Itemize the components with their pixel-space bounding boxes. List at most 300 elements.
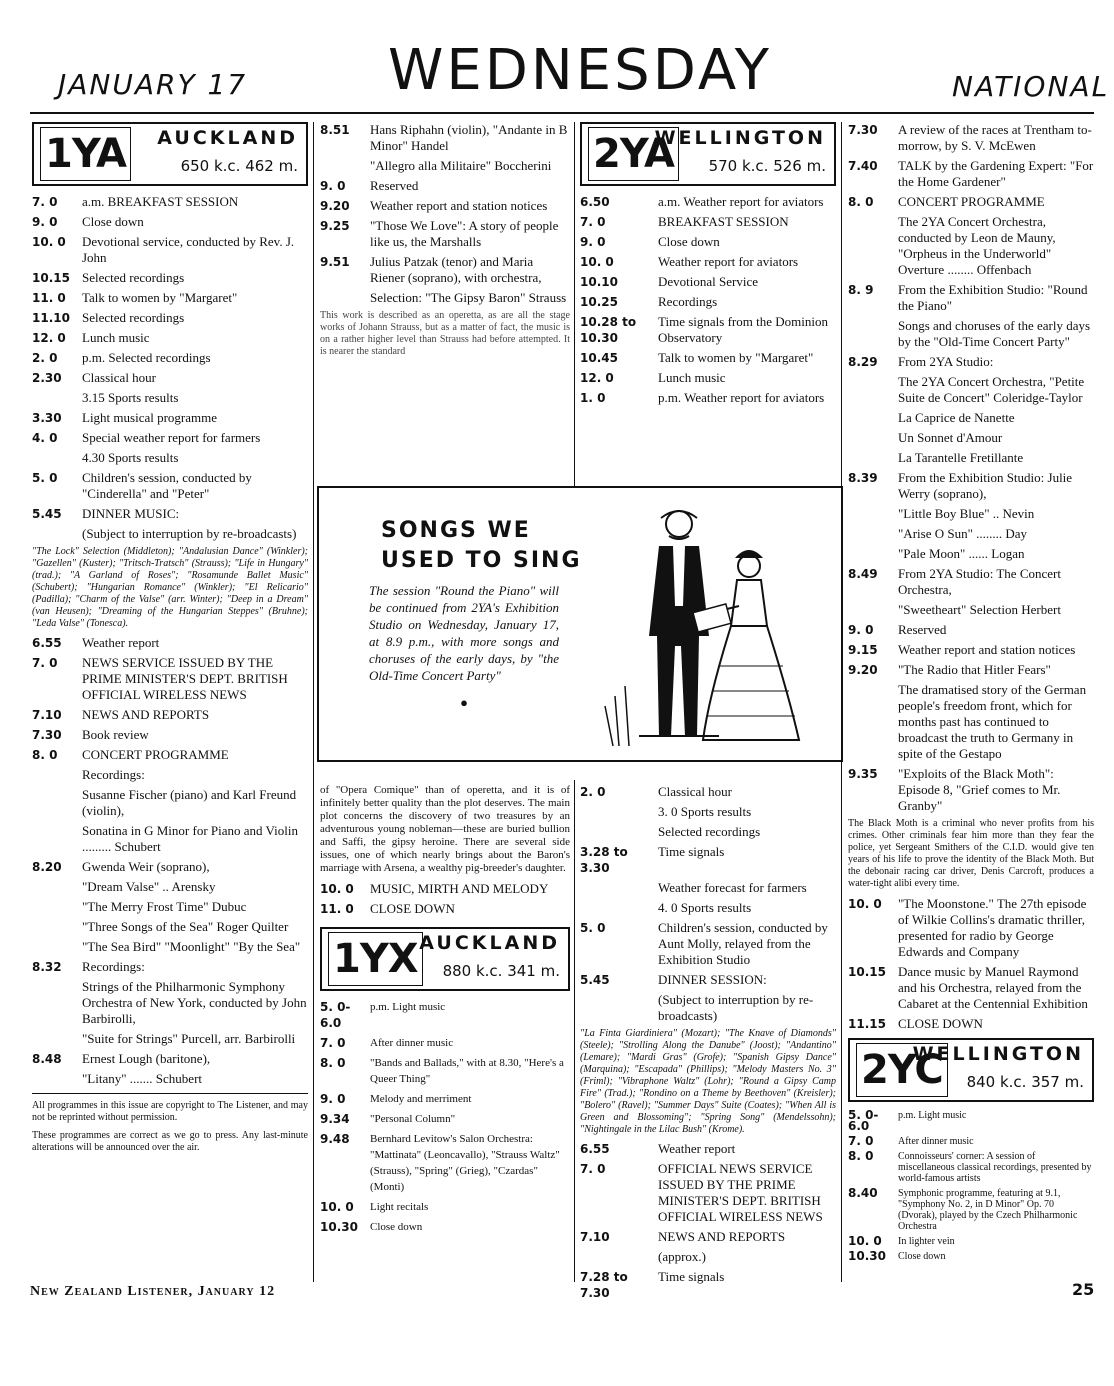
schedule-time xyxy=(580,992,658,1024)
gipsy-baron-note: This work is described as an operetta, as are all the stage works of Johann Strauss, but as a matter of fact, the music is on a rather higher level than Strauss had before attempted. It is nearer the standard xyxy=(320,310,570,357)
schedule-entry xyxy=(32,270,308,286)
schedule-time: 8. 0 xyxy=(320,1056,346,1070)
schedule-time: 9. 0 xyxy=(320,179,346,193)
schedule-description: The 2YA Concert Orchestra, "Petite Suite de Concert" Coleridge-Taylor xyxy=(898,374,1085,405)
schedule-description: Light musical programme xyxy=(82,410,218,425)
schedule-time xyxy=(580,880,658,896)
schedule-description: After dinner music xyxy=(898,1136,974,1147)
header-rule xyxy=(30,112,1094,114)
schedule-entry xyxy=(32,859,308,875)
schedule-description: Classical hour xyxy=(82,370,157,385)
schedule-entry xyxy=(32,234,308,266)
schedule-description: 3. 0 Sports results xyxy=(658,804,752,819)
schedule-description: Recordings: xyxy=(82,767,145,782)
schedule-description: Talk to women by "Margaret" xyxy=(658,350,814,365)
schedule-entry xyxy=(320,1219,570,1235)
schedule-entry xyxy=(848,282,1094,314)
schedule-entry xyxy=(580,1269,836,1301)
schedule-description: Songs and choruses of the early days by the "Old-Time Concert Party" xyxy=(898,318,1091,349)
schedule-time xyxy=(320,158,370,174)
column-divider xyxy=(574,780,575,1282)
schedule-time: 8.51 xyxy=(320,123,350,137)
schedule-entry xyxy=(320,1055,570,1087)
schedule-time: 7.10 xyxy=(580,1230,610,1244)
column-1yx-auckland xyxy=(32,122,308,1160)
schedule-time: 9. 0 xyxy=(32,215,58,229)
schedule-entry xyxy=(580,972,836,988)
schedule-description: "Sweetheart" Selection Herbert xyxy=(898,602,1061,617)
schedule-description: "Little Boy Blue" .. Nevin xyxy=(898,506,1035,521)
schedule-entry xyxy=(32,655,308,703)
gipsy-baron-note-continued: of "Opera Comique" than of operetta, and it is of infinitely better quality than the plot deserves. The main plot concerns the discovery of two treasures by an adventurous young nobleman—these are buried bullion and Saffi, the gipsy heroine. There are several side issues, one of which nearly brings about the Baron's marriage with Arsena, a wealthy pig-breeder's daughter. xyxy=(320,784,570,874)
schedule-entry xyxy=(848,1151,1094,1184)
schedule-entry xyxy=(320,122,570,154)
schedule-time xyxy=(32,390,82,406)
schedule-time: 11.15 xyxy=(848,1017,886,1031)
schedule-entry xyxy=(580,1141,836,1157)
schedule-description: Recordings: xyxy=(82,959,145,974)
schedule-entry xyxy=(32,1031,308,1047)
schedule-time xyxy=(32,450,82,466)
schedule-time: 9.20 xyxy=(320,199,350,213)
schedule-description: Book review xyxy=(82,727,149,742)
schedule-description: Selected recordings xyxy=(82,310,185,325)
schedule-time xyxy=(32,1031,82,1047)
schedule-description: Children's session, conducted by "Cinderella" and "Peter" xyxy=(82,470,252,501)
schedule-time xyxy=(32,979,82,1027)
schedule-description: Hans Riphahn (violin), "Andante in B Minor" Handel xyxy=(370,122,568,153)
station-header-2yc xyxy=(848,1038,1094,1102)
press-note: These programmes are correct as we go to press. Any last-minute alterations will be announced over the air. xyxy=(32,1130,308,1153)
schedule-description: Selection: "The Gipsy Baron" Strauss xyxy=(370,290,567,305)
schedule-time: 10.15 xyxy=(848,965,886,979)
schedule-entry xyxy=(320,1111,570,1127)
schedule-entry xyxy=(580,880,836,896)
schedule-entry xyxy=(32,823,308,855)
schedule-time: 10.25 xyxy=(580,295,618,309)
feature-body xyxy=(369,582,559,711)
schedule-entry xyxy=(32,919,308,935)
schedule-description: Reserved xyxy=(370,178,419,193)
schedule-time: 9.51 xyxy=(320,255,350,269)
schedule-entry xyxy=(848,1110,1094,1132)
schedule-time: 9.25 xyxy=(320,219,350,233)
schedule-time xyxy=(32,899,82,915)
schedule-time: 8.40 xyxy=(848,1186,878,1200)
schedule-entry xyxy=(848,450,1094,466)
schedule-time: 7. 0 xyxy=(580,215,606,229)
schedule-description: a.m. Weather report for aviators xyxy=(658,194,824,209)
schedule-description: A review of the races at Trentham to-morrow, by S. V. McEwen xyxy=(898,122,1092,153)
schedule-description: "Pale Moon" ...... Logan xyxy=(898,546,1025,561)
schedule-time: 7. 0 xyxy=(320,1036,346,1050)
schedule-description: Lunch music xyxy=(658,370,726,385)
schedule-list xyxy=(848,122,1094,814)
schedule-time: 2. 0 xyxy=(580,785,606,799)
station-header-1yx xyxy=(320,927,570,991)
schedule-entry xyxy=(32,290,308,306)
schedule-description: "Suite for Strings" Purcell, arr. Barbirolli xyxy=(82,1031,296,1046)
station-header-2ya xyxy=(580,122,836,186)
schedule-description: Talk to women by "Margaret" xyxy=(82,290,238,305)
schedule-time xyxy=(848,682,898,762)
schedule-time: 10.15 xyxy=(32,271,70,285)
schedule-list xyxy=(848,1110,1094,1262)
schedule-entry xyxy=(580,900,836,916)
schedule-entry xyxy=(580,370,836,386)
schedule-time: 5.45 xyxy=(580,973,610,987)
schedule-description: Classical hour xyxy=(658,784,733,799)
schedule-list xyxy=(848,896,1094,1032)
header-day: WEDNESDAY xyxy=(388,38,772,103)
schedule-time xyxy=(580,824,658,840)
schedule-entry xyxy=(32,767,308,783)
dinner-session-list: "La Finta Giardiniera" (Mozart); "The Knave of Diamonds" (Steele); "Strolling Along the Danube" (Joost); "Andantino" (Lemare); "Mardi Gras" (Grofe); "Spanish Gipsy Dance" (Marquina); "Escapada" (Phillips); "Melody Masters No. 3" (Friml); "Vibraphone Waltz" (Lohr); "Round a Gipsy Camp Fire" (Trad.); "Rondino on a Theme by Beethoven" (Kreisler); "Bolero" (Ravel); "Summer Days" Suite (Coates); "When All is Green and Blossoming"; "Spring Song" (Mendelssohn); "Nightingale in the Lilac Bush" (Krome). xyxy=(580,1028,836,1135)
schedule-description: From the Exhibition Studio: "Round the Piano" xyxy=(898,282,1088,313)
schedule-entry xyxy=(848,1188,1094,1232)
schedule-description: Weather report and station notices xyxy=(370,198,548,213)
schedule-description: Selected recordings xyxy=(658,824,761,839)
schedule-time: 6.50 xyxy=(580,195,610,209)
schedule-time: 9.48 xyxy=(320,1132,350,1146)
schedule-entry xyxy=(32,390,308,406)
copyright-note: All programmes in this issue are copyright to The Listener, and may not be reprinted without permission. xyxy=(32,1100,308,1123)
schedule-description: Close down xyxy=(82,214,144,229)
column-2-top xyxy=(320,122,570,363)
station-frequency: 840 k.c. 357 m. xyxy=(966,1073,1084,1091)
schedule-time xyxy=(580,1249,658,1265)
schedule-time: 9.34 xyxy=(320,1112,350,1126)
schedule-time: 10.28 to 10.30 xyxy=(580,315,637,345)
schedule-description: "Bands and Ballads," with at 8.30, "Here's a Queer Thing" xyxy=(370,1057,564,1085)
schedule-description: NEWS AND REPORTS xyxy=(82,707,210,722)
schedule-time: 10. 0 xyxy=(320,882,354,896)
footer-publication: New Zealand Listener, January 12 xyxy=(30,1284,276,1299)
schedule-description: "The Radio that Hitler Fears" xyxy=(898,662,1051,677)
schedule-time xyxy=(32,823,82,855)
schedule-time: 7.10 xyxy=(32,708,62,722)
schedule-time: 1. 0 xyxy=(580,391,606,405)
schedule-time xyxy=(580,804,658,820)
schedule-description: Close down xyxy=(898,1251,946,1262)
schedule-time: 10. 0 xyxy=(580,255,614,269)
schedule-time: 7. 0 xyxy=(848,1134,874,1148)
schedule-entry xyxy=(848,566,1094,598)
schedule-time: 11. 0 xyxy=(320,902,354,916)
schedule-entry xyxy=(848,410,1094,426)
schedule-description: "Three Songs of the Sea" Roger Quilter xyxy=(82,919,289,934)
schedule-time: 10. 0 xyxy=(320,1200,354,1214)
schedule-list xyxy=(580,784,836,1024)
schedule-time: 8.39 xyxy=(848,471,878,485)
schedule-description: Recordings xyxy=(658,294,718,309)
feature-songs-we-used-to-sing xyxy=(317,486,843,762)
schedule-time xyxy=(848,526,898,542)
station-city: AUCKLAND xyxy=(157,127,298,149)
schedule-description: "Arise O Sun" ........ Day xyxy=(898,526,1028,541)
schedule-entry xyxy=(32,707,308,723)
schedule-entry xyxy=(320,1131,570,1195)
station-call-sign: 2YC xyxy=(856,1043,948,1097)
schedule-description: p.m. Selected recordings xyxy=(82,350,211,365)
schedule-description: From the Exhibition Studio: Julie Werry (soprano), xyxy=(898,470,1073,501)
schedule-time xyxy=(848,506,898,522)
schedule-time xyxy=(848,374,898,406)
feature-title-line-2: USED TO SING xyxy=(381,548,582,573)
schedule-list xyxy=(580,1141,836,1301)
column-divider xyxy=(574,122,575,486)
schedule-description: p.m. Weather report for aviators xyxy=(658,390,825,405)
schedule-entry xyxy=(848,430,1094,446)
schedule-time: 7. 0 xyxy=(580,1162,606,1176)
schedule-list xyxy=(320,999,570,1235)
schedule-time: 5. 0 xyxy=(580,921,606,935)
schedule-entry xyxy=(580,1229,836,1245)
schedule-entry xyxy=(320,178,570,194)
schedule-entry xyxy=(848,682,1094,762)
schedule-entry xyxy=(848,1136,1094,1147)
schedule-time xyxy=(32,526,82,542)
schedule-time: 6.55 xyxy=(32,636,62,650)
schedule-time: 9.15 xyxy=(848,643,878,657)
schedule-entry xyxy=(848,470,1094,502)
schedule-entry xyxy=(848,354,1094,370)
dinner-music-list: "The Lock" Selection (Middleton); "Andalusian Dance" (Winkler); "Gazellen" (Kuster); "Tritsch-Tratsch" (Strauss); "Life in Hungary" (trad.); "A Garland of Roses"; "Rosamunde Ballet Music" (Schubert); "Hungarian Romance" (Winkler); "El Relicario" (Padilla); "Charm of the Valse" (arr. Winter); "Deep in a Dream" (van Heusen); "Dreaming of the Hungarian Steppes" (Bruhne); "Leda Valse" (Tonesca). xyxy=(32,546,308,629)
schedule-description: 3.15 Sports results xyxy=(82,390,179,405)
schedule-time: 5. 0-6.0 xyxy=(848,1108,879,1133)
schedule-time: 10.10 xyxy=(580,275,618,289)
header-date: JANUARY 17 xyxy=(58,68,248,101)
feature-body-text: The session "Round the Piano" will be continued from 2YA's Exhibition Studio on Wednesday, January 17, at 8.9 p.m., with more songs and choruses of the early days, by "the Old-Time Concert Party" xyxy=(369,583,559,683)
schedule-time: 3.28 to 3.30 xyxy=(580,845,628,875)
schedule-time: 10.45 xyxy=(580,351,618,365)
schedule-description: Melody and merriment xyxy=(370,1093,472,1105)
column-3-bottom xyxy=(580,784,836,1305)
schedule-description: a.m. BREAKFAST SESSION xyxy=(82,194,239,209)
schedule-description: Connoisseurs' corner: A session of miscellaneous classical recordings, presented by world-famous artists xyxy=(898,1151,1092,1184)
schedule-entry xyxy=(32,787,308,819)
station-frequency: 650 k.c. 462 m. xyxy=(180,157,298,175)
schedule-entry xyxy=(32,959,308,975)
schedule-entry xyxy=(848,158,1094,190)
schedule-description: Time signals xyxy=(658,1269,725,1284)
schedule-description: TALK by the Gardening Expert: "For the Home Gardener" xyxy=(898,158,1094,189)
schedule-time: 7.30 xyxy=(32,728,62,742)
schedule-description: The dramatised story of the German people's freedom front, which for months past has continued to broadcast the truth to Germany in spite of the Gestapo xyxy=(898,682,1087,761)
schedule-entry xyxy=(32,939,308,955)
schedule-time xyxy=(32,787,82,819)
schedule-entry xyxy=(580,1161,836,1225)
schedule-description: (Subject to interruption by re-broadcasts) xyxy=(658,992,814,1023)
station-city: AUCKLAND xyxy=(419,932,560,954)
schedule-entry xyxy=(580,274,836,290)
schedule-entry xyxy=(32,979,308,1027)
station-city: WELLINGTON xyxy=(912,1043,1084,1065)
schedule-description: "The Merry Frost Time" Dubuc xyxy=(82,899,247,914)
schedule-entry xyxy=(848,214,1094,278)
schedule-time: 9. 0 xyxy=(848,623,874,637)
schedule-entry xyxy=(320,290,570,306)
schedule-description: "Litany" ....... Schubert xyxy=(82,1071,203,1086)
schedule-description: Weather report for aviators xyxy=(658,254,799,269)
schedule-description: Bernhard Levitow's Salon Orchestra: "Mattinata" (Leoncavallo), "Strauss Waltz" (Strauss), "Spring" (Grieg), "Czardas" (Monti) xyxy=(370,1133,560,1193)
schedule-time: 4. 0 xyxy=(32,431,58,445)
schedule-entry xyxy=(32,370,308,386)
schedule-entry xyxy=(320,1035,570,1051)
schedule-description: Close down xyxy=(370,1221,423,1233)
schedule-time: 10. 0 xyxy=(848,1234,882,1248)
schedule-list xyxy=(32,635,308,1087)
schedule-time: 8.48 xyxy=(32,1052,62,1066)
schedule-entry xyxy=(580,784,836,800)
schedule-description: Julius Patzak (tenor) and Maria Riener (soprano), with orchestra, xyxy=(370,254,542,285)
schedule-entry xyxy=(320,198,570,214)
schedule-description: Selected recordings xyxy=(82,270,185,285)
schedule-time: 6.55 xyxy=(580,1142,610,1156)
schedule-entry xyxy=(580,314,836,346)
schedule-entry xyxy=(320,254,570,286)
schedule-description: (approx.) xyxy=(658,1249,707,1264)
schedule-entry xyxy=(848,662,1094,678)
schedule-entry xyxy=(580,214,836,230)
schedule-description: Weather report xyxy=(82,635,160,650)
schedule-time xyxy=(848,318,898,350)
schedule-time: 7.40 xyxy=(848,159,878,173)
schedule-description: From 2YA Studio: xyxy=(898,354,994,369)
schedule-entry xyxy=(32,879,308,895)
schedule-time: 8. 0 xyxy=(32,748,58,762)
schedule-entry xyxy=(32,330,308,346)
schedule-description: Gwenda Weir (soprano), xyxy=(82,859,210,874)
schedule-entry xyxy=(32,430,308,446)
schedule-time: 10. 0 xyxy=(848,897,882,911)
schedule-entry xyxy=(580,804,836,820)
schedule-entry xyxy=(848,1251,1094,1262)
schedule-entry xyxy=(320,218,570,250)
schedule-entry xyxy=(580,294,836,310)
schedule-description: Strings of the Philharmonic Symphony Orchestra of New York, conducted by John Barbirolli, xyxy=(82,979,307,1026)
schedule-description: La Caprice de Nanette xyxy=(898,410,1015,425)
schedule-time: 10. 0 xyxy=(32,235,66,249)
schedule-description: 4.30 Sports results xyxy=(82,450,179,465)
schedule-description: Lunch music xyxy=(82,330,150,345)
schedule-entry xyxy=(848,622,1094,638)
schedule-entry xyxy=(580,254,836,270)
schedule-description: Weather forecast for farmers xyxy=(658,880,807,895)
schedule-description: DINNER MUSIC: xyxy=(82,506,180,521)
schedule-description: Devotional Service xyxy=(658,274,758,289)
schedule-time xyxy=(32,939,82,955)
schedule-entry xyxy=(32,899,308,915)
schedule-time: 12. 0 xyxy=(32,331,66,345)
schedule-entry xyxy=(32,310,308,326)
schedule-description: Time signals from the Dominion Observatory xyxy=(658,314,828,345)
schedule-description: Susanne Fischer (piano) and Karl Freund (violin), xyxy=(82,787,297,818)
schedule-entry xyxy=(320,901,570,917)
schedule-entry xyxy=(848,964,1094,1012)
station-call-sign: 1YA xyxy=(40,127,131,181)
schedule-entry xyxy=(580,390,836,406)
schedule-entry xyxy=(580,824,836,840)
station-city: WELLINGTON xyxy=(654,127,826,149)
schedule-time: 5. 0 xyxy=(32,471,58,485)
schedule-time: 11. 0 xyxy=(32,291,66,305)
schedule-time: 10.30 xyxy=(848,1249,886,1263)
schedule-time xyxy=(848,602,898,618)
victorian-couple-illustration xyxy=(599,496,829,752)
schedule-description: OFFICIAL NEWS SERVICE ISSUED BY THE PRIME MINISTER'S DEPT. BRITISH OFFICIAL WIRELESS NEWS xyxy=(658,1161,823,1224)
schedule-description: Un Sonnet d'Amour xyxy=(898,430,1003,445)
schedule-description: Weather report xyxy=(658,1141,736,1156)
schedule-description: "Dream Valse" .. Arensky xyxy=(82,879,216,894)
schedule-description: "Those We Love": A story of people like us, the Marshalls xyxy=(370,218,559,249)
schedule-entry xyxy=(848,194,1094,210)
schedule-entry xyxy=(848,766,1094,814)
schedule-entry xyxy=(580,194,836,210)
schedule-description: CLOSE DOWN xyxy=(370,901,455,916)
schedule-time: 12. 0 xyxy=(580,371,614,385)
schedule-entry xyxy=(32,727,308,743)
schedule-time: 8.20 xyxy=(32,860,62,874)
schedule-description: 4. 0 Sports results xyxy=(658,900,752,915)
schedule-time xyxy=(32,919,82,935)
schedule-description: "The Sea Bird" "Moonlight" "By the Sea" xyxy=(82,939,301,954)
schedule-description: DINNER SESSION: xyxy=(658,972,767,987)
schedule-description: After dinner music xyxy=(370,1037,454,1049)
schedule-time xyxy=(848,430,898,446)
schedule-time xyxy=(32,879,82,895)
schedule-time: 8. 0 xyxy=(848,1149,874,1163)
schedule-description: BREAKFAST SESSION xyxy=(658,214,789,229)
schedule-entry xyxy=(848,602,1094,618)
bullet-icon: ● xyxy=(460,695,468,710)
schedule-entry xyxy=(32,1071,308,1087)
schedule-time: 9.20 xyxy=(848,663,878,677)
schedule-entry xyxy=(848,374,1094,406)
schedule-description: Reserved xyxy=(898,622,947,637)
schedule-time: 5.45 xyxy=(32,507,62,521)
station-call-sign: 2YA xyxy=(588,127,679,181)
page-number: 25 xyxy=(1072,1280,1095,1299)
schedule-time: 2. 0 xyxy=(32,351,58,365)
schedule-entry xyxy=(320,158,570,174)
schedule-description: La Tarantelle Fretillante xyxy=(898,450,1024,465)
schedule-time: 3.30 xyxy=(32,411,62,425)
schedule-entry xyxy=(580,844,836,876)
schedule-description: "The Moonstone." The 27th episode of Wilkie Collins's dramatic thriller, presented for radio by George Edwards and Company xyxy=(898,896,1087,959)
column-2ya-wellington xyxy=(580,122,836,410)
schedule-description: p.m. Light music xyxy=(370,1001,446,1013)
schedule-description: "Personal Column" xyxy=(370,1113,456,1125)
schedule-time xyxy=(848,214,898,278)
schedule-description: The 2YA Concert Orchestra, conducted by Leon de Mauny, "Orpheus in the Underworld" Overture ........ Offenbach xyxy=(898,214,1056,277)
schedule-entry xyxy=(32,747,308,763)
schedule-list xyxy=(580,194,836,406)
schedule-list xyxy=(320,881,570,917)
schedule-time xyxy=(32,1071,82,1087)
schedule-entry xyxy=(848,642,1094,658)
schedule-time: 11.10 xyxy=(32,311,70,325)
column-4 xyxy=(848,122,1094,1266)
schedule-time: 5. 0-6.0 xyxy=(320,1000,351,1030)
column-2-bottom xyxy=(320,784,570,1239)
schedule-entry xyxy=(848,546,1094,562)
schedule-description: From 2YA Studio: The Concert Orchestra, xyxy=(898,566,1061,597)
schedule-description: CONCERT PROGRAMME xyxy=(898,194,1045,209)
schedule-entry xyxy=(320,881,570,897)
schedule-time: 9. 0 xyxy=(320,1092,346,1106)
schedule-time: 8. 9 xyxy=(848,283,874,297)
